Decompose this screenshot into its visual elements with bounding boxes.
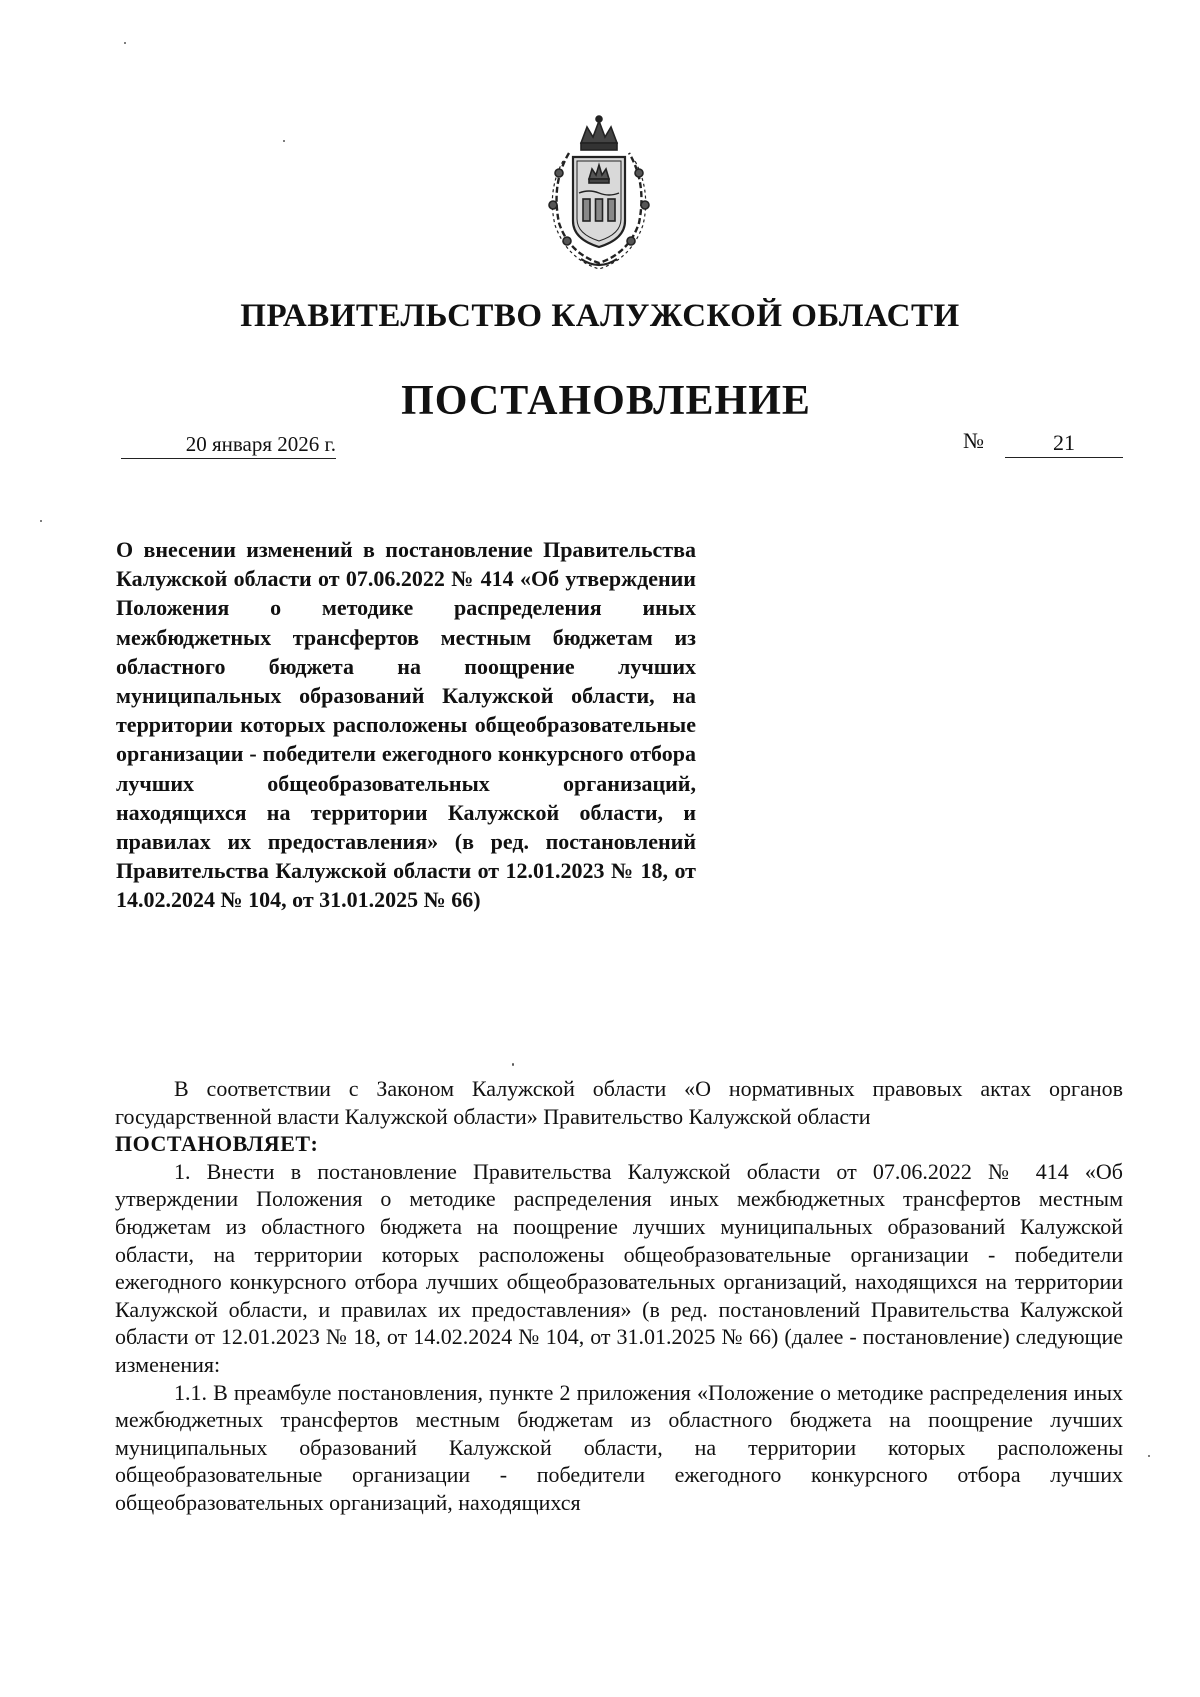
document-number: 21 <box>1005 430 1123 458</box>
kaluga-coat-of-arms-icon <box>537 113 661 273</box>
scan-speck <box>124 42 126 44</box>
scan-speck <box>40 520 42 522</box>
resolves-line <box>115 1130 1123 1158</box>
document-heading: О внесении изменений в постановление Правительства Калужской области от 07.06.2022 № 414 «Об утверждении Положения о методике распределения иных межбюджетных трансфертов местным бюджетам из областного бюджета на поощрение лучших муниципальных образований Калужской области, на территории которых расположены общеобразовательные организации - победители ежегодного конкурсного отбора лучших общеобразовательных организаций, находящихся на территории Калужской области, и правилах их предоставления» (в ред. постановлений Правительства Калужской области от 12.01.2023 № 18, от 14.02.2024 № 104, от 31.01.2025 № 66) <box>116 537 696 913</box>
preamble-text: В соответствии с Законом Калужской области «О нормативных правовых актах органов государственной власти Калужской области» Правительство Калужской области <box>115 1076 1123 1129</box>
scan-speck <box>512 1063 514 1066</box>
document-body <box>115 1075 1123 1517</box>
preamble-paragraph <box>115 1075 1123 1130</box>
government-title: ПРАВИТЕЛЬСТВО КАЛУЖСКОЙ ОБЛАСТИ <box>240 298 960 334</box>
item-1-paragraph: 1. Внести в постановление Правительства Калужской области от 07.06.2022 № 414 «Об утверждении Положения о методике распределения иных межбюджетных трансфертов местным бюджетам из областного бюджета на поощрение лучших муниципальных образований Калужской области, на территории которых расположены общеобразовательные организации - победители ежегодного конкурсного отбора лучших общеобразовательных организаций, находящихся на территории Калужской области, и правилах их предоставления» (в ред. постановлений Правительства Калужской области от 12.01.2023 № 18, от 14.02.2024 № 104, от 31.01.2025 № 66) (далее - постановление) следующие изменения: <box>115 1158 1123 1377</box>
document-number-label: № <box>963 428 984 453</box>
item-1-1-paragraph: 1.1. В преамбуле постановления, пункте 2 приложения «Положение о методике распределения иных межбюджетных трансфертов местным бюджетам из областного бюджета на поощрение лучших муниципальных образований Калужской области, на территории которых расположены общеобразовательные организации - победители ежегодного конкурсного отбора лучших общеобразовательных организаций, находящихся <box>115 1379 1123 1515</box>
document-date: 20 января 2026 г. <box>121 432 336 459</box>
document-type-title: ПОСТАНОВЛЕНИЕ <box>401 378 811 424</box>
scan-speck <box>1148 1455 1150 1457</box>
scan-speck <box>283 140 285 142</box>
resolves-keyword: ПОСТАНОВЛЯЕТ: <box>115 1131 319 1157</box>
